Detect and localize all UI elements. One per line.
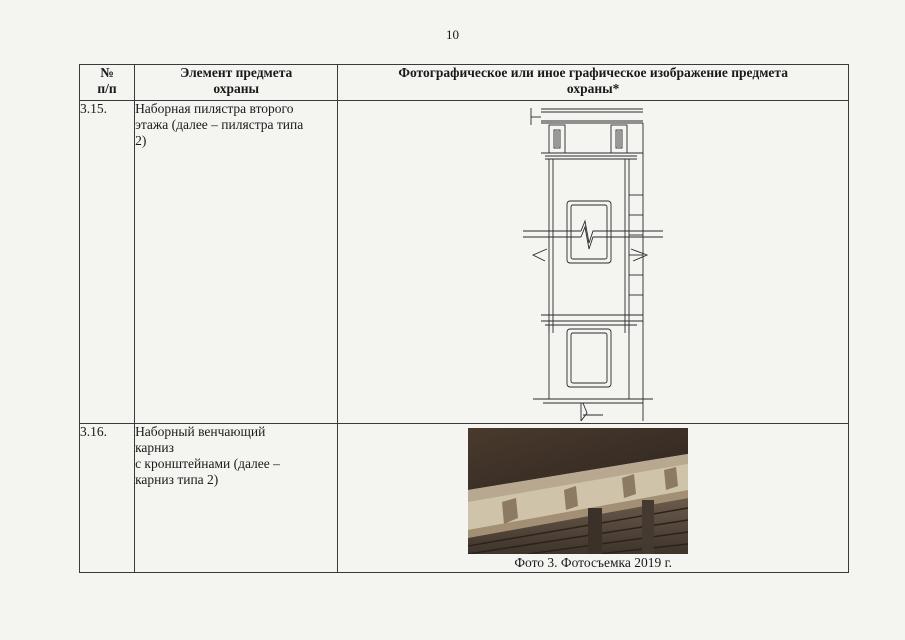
header-number	[80, 65, 135, 101]
header-image	[338, 65, 849, 101]
element-text-line: с кронштейнами (далее –	[135, 456, 280, 471]
row-image-cell	[338, 101, 849, 424]
row-image-cell	[338, 424, 849, 573]
header-number-line1: №	[100, 65, 114, 80]
element-text-line: карниз типа 2)	[135, 472, 219, 487]
table-row	[80, 424, 849, 573]
header-element	[135, 65, 338, 101]
cornice-photo	[468, 428, 688, 554]
element-text-line: Наборный венчающий	[135, 424, 266, 439]
header-element-line2: охраны	[213, 81, 260, 96]
row-number: 3.15.	[80, 101, 135, 424]
header-element-line1: Элемент предмета	[180, 65, 293, 80]
header-image-line2: охраны*	[566, 81, 620, 96]
photo-caption: Фото 3. Фотосъемка 2019 г.	[514, 555, 672, 570]
table-header-row	[80, 65, 849, 101]
element-text-line: карниз	[135, 440, 174, 455]
element-text-line: этажа (далее – пилястра типа	[135, 117, 304, 132]
element-text-line: 2)	[135, 133, 147, 148]
protection-subject-table	[79, 64, 849, 573]
header-number-line2: п/п	[97, 81, 117, 96]
header-image-line1: Фотографическое или иное графическое изображение предмета	[398, 65, 788, 80]
element-text-line: Наборная пилястра второго	[135, 101, 294, 116]
table-row	[80, 101, 849, 424]
page-number: 10	[446, 27, 459, 42]
pilaster-drawing	[523, 103, 663, 421]
row-number: 3.16.	[80, 424, 135, 573]
row-element-description	[135, 424, 338, 573]
row-element-description	[135, 101, 338, 424]
